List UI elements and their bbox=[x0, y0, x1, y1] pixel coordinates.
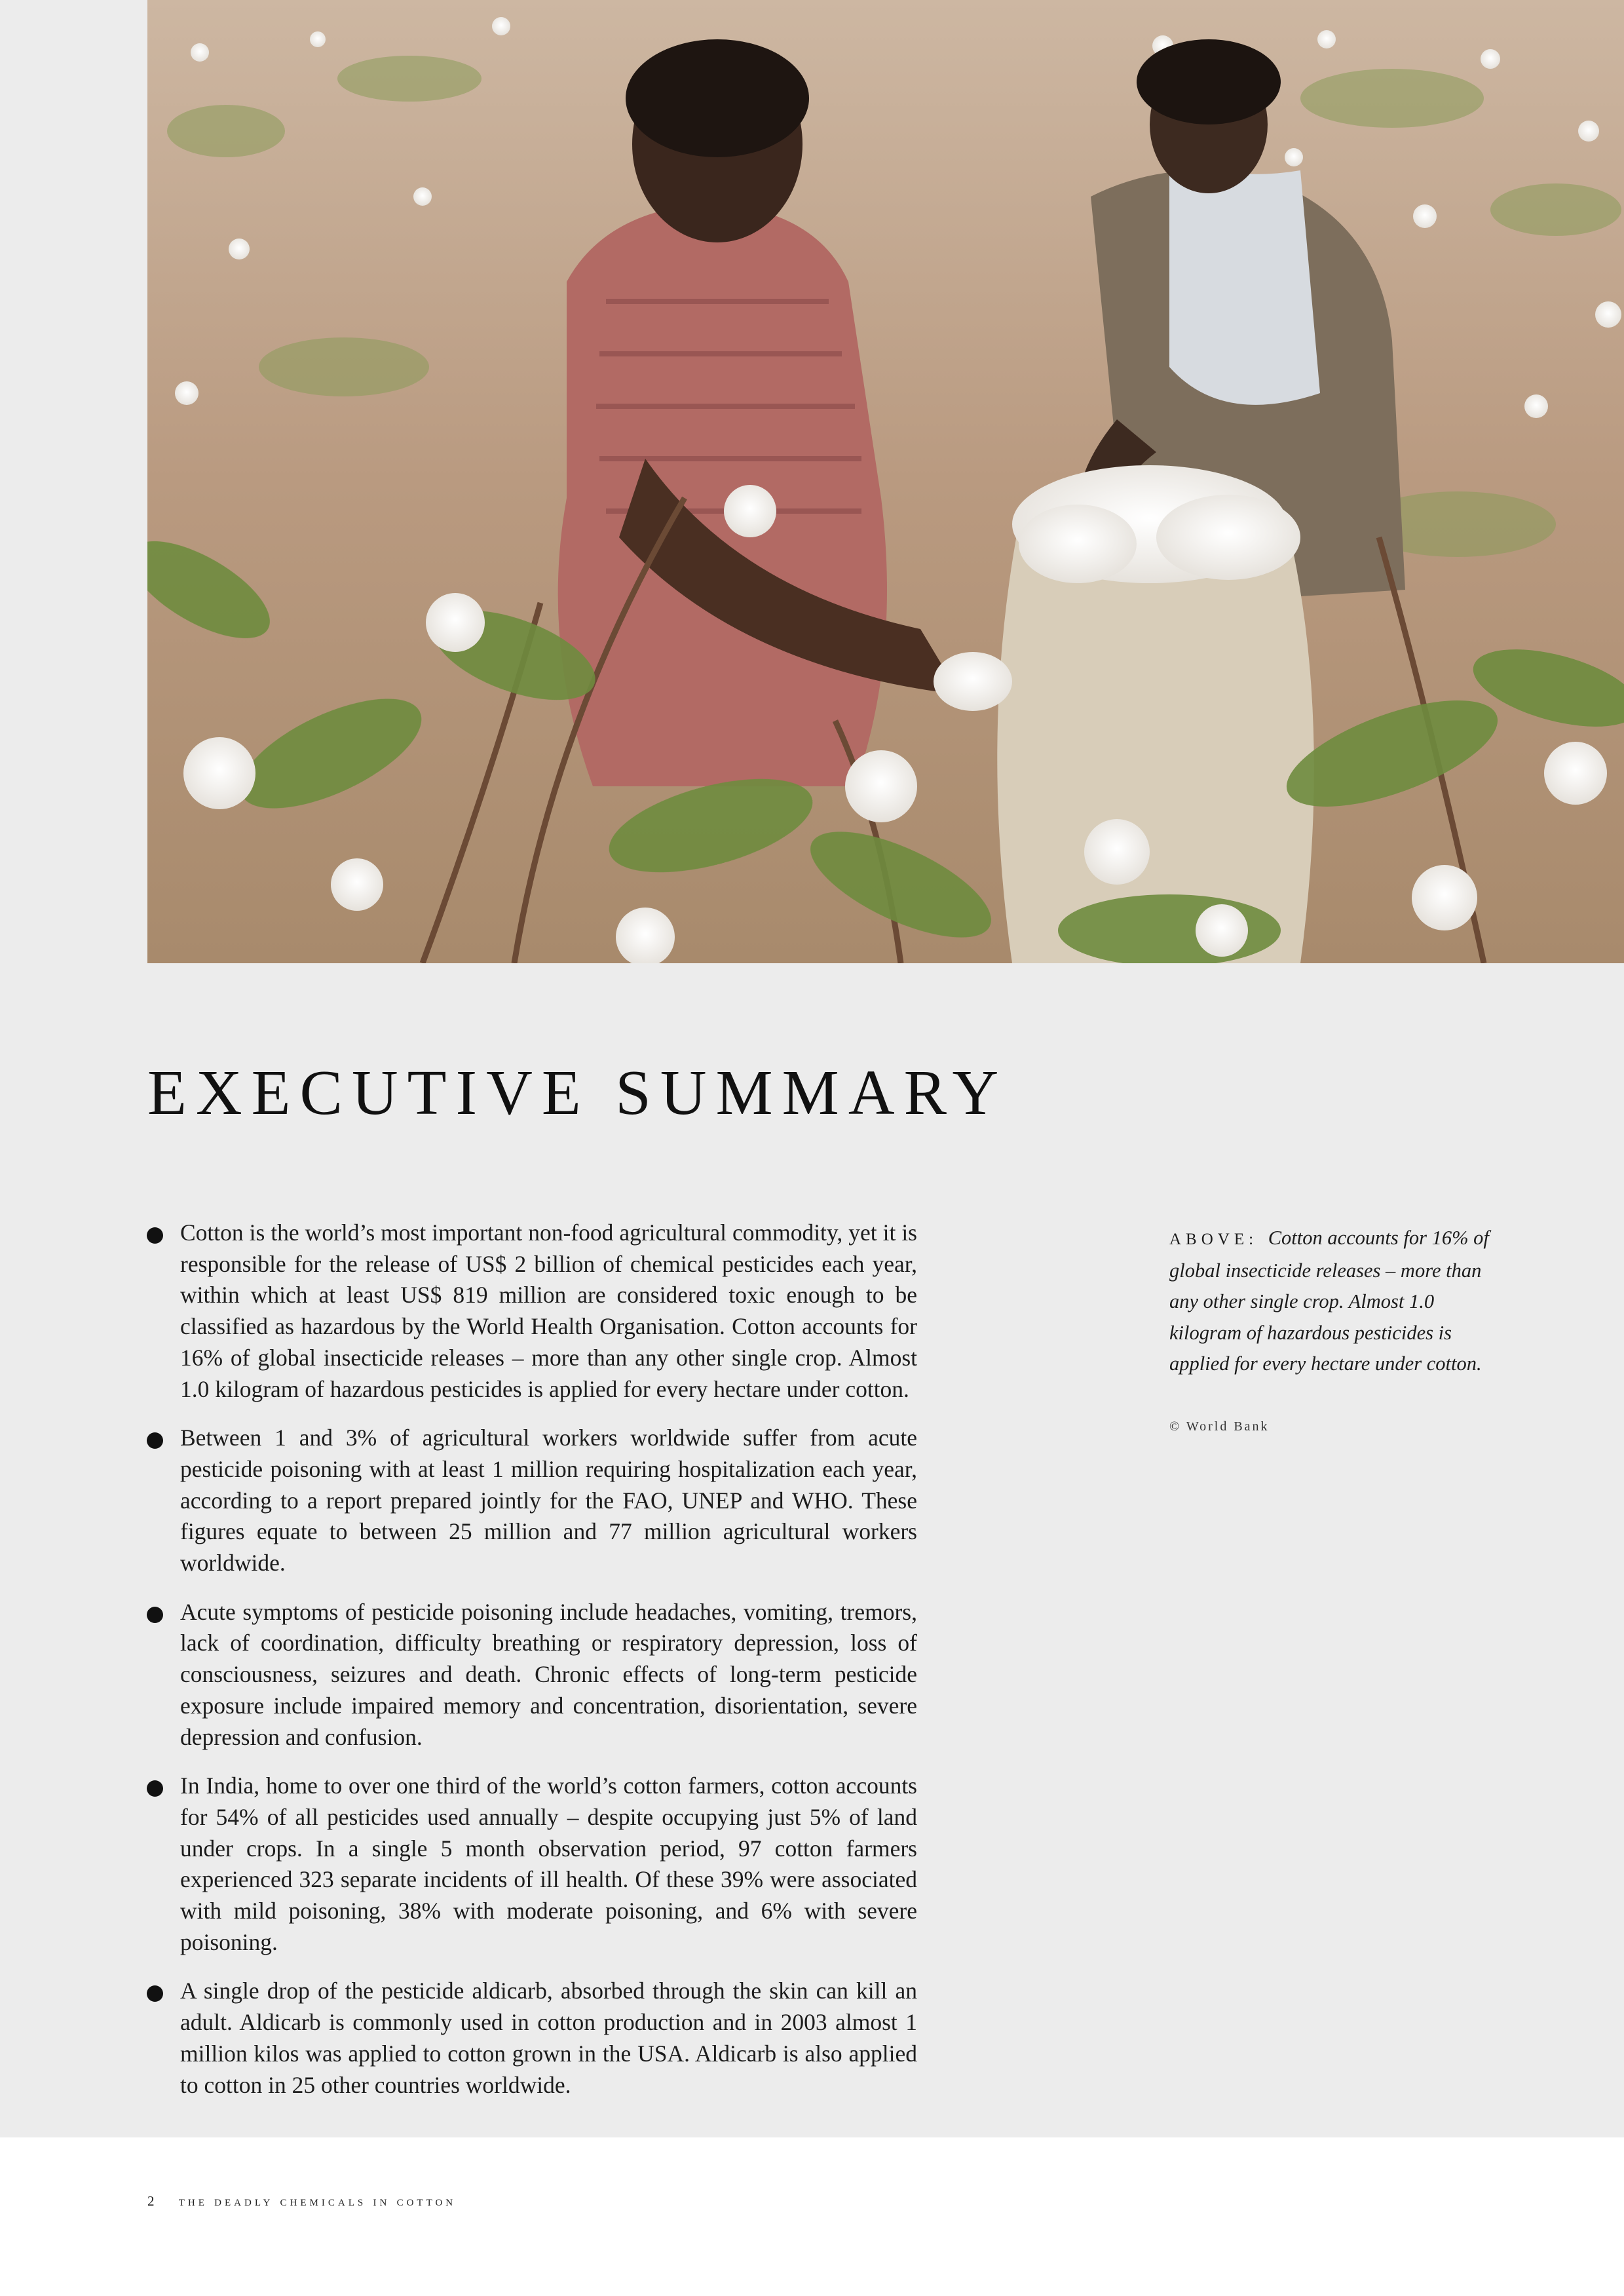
photo-credit: © World Bank bbox=[1169, 1419, 1270, 1434]
bullet-icon bbox=[147, 1780, 163, 1797]
bullet-item bbox=[144, 1423, 917, 1579]
bullet-item bbox=[144, 1217, 917, 1405]
bullet-text: Acute symptoms of pesticide poisoning include headaches, vomiting, tremors, lack of coordination, difficulty breathing or respiratory depression, loss of consciousness, seizures and death. Chronic effects of long-term pesticide exposure include impaired memory and concentration, disorientation, severe depression and confusion. bbox=[180, 1598, 917, 1750]
bullet-icon bbox=[147, 1985, 163, 2002]
page-number: 2 bbox=[147, 2193, 158, 2209]
bullet-item bbox=[144, 1976, 917, 2101]
bullet-icon bbox=[147, 1227, 163, 1244]
photo-caption bbox=[1169, 1223, 1497, 1380]
page-footer bbox=[147, 2193, 456, 2210]
bullet-text: Between 1 and 3% of agricultural workers worldwide suffer from acute pesticide poisoning with at least 1 million requiring hospitalization each year, according to a report prepared jointly for the FAO, UNEP and WHO. These figures equate to between 25 million and 77 million agricultural workers worldwide. bbox=[180, 1425, 917, 1577]
footer-band bbox=[0, 2137, 1624, 2296]
bullet-text: In India, home to over one third of the world’s cotton farmers, cotton accounts for 54% of all pesticides used annually – despite occupying just 5% of land under crops. In a single 5 month observation period, 97 cotton farmers experienced 323 separate incidents of ill health. Of these 39% were associated with mild poisoning, 38% with moderate poisoning, and 6% with severe poisoning. bbox=[180, 1772, 917, 1955]
photo-cotton-pickers bbox=[147, 0, 1624, 963]
bullet-icon bbox=[147, 1432, 163, 1449]
bullet-text: A single drop of the pesticide aldicarb, absorbed through the skin can kill an adult. Aldicarb is commonly used in cotton production and in 2003 almost 1 million kilos was applied to cotton grown in the USA. Aldicarb is also applied to cotton in 25 other countries worldwide. bbox=[180, 1978, 917, 2098]
page-title: EXECUTIVE SUMMARY bbox=[147, 1058, 1008, 1128]
caption-label: ABOVE: bbox=[1169, 1231, 1258, 1248]
summary-bullet-list bbox=[144, 1217, 917, 2118]
bullet-item bbox=[144, 1597, 917, 1753]
cotton-field-illustration bbox=[147, 0, 1624, 963]
bullet-icon bbox=[147, 1607, 163, 1623]
running-title: the deadly chemicals in cotton bbox=[178, 2193, 457, 2209]
caption-text: Cotton accounts for 16% of global insecticide releases – more than any other single crop. Almost 1.0 kilogram of hazardous pesticides is applied for every hectare under cotton. bbox=[1169, 1227, 1489, 1375]
bullet-text: Cotton is the world’s most important non-food agricultural commodity, yet it is responsible for the release of US$ 2 billion of chemical pesticides each year, within which at least US$ 819 million are considered toxic enough to be classified as hazardous by the World Health Organisation. Cotton accounts for 16% of global insecticide releases – more than any other single crop. Almost 1.0 kilogram of hazardous pesticides is applied for every hectare under cotton. bbox=[180, 1219, 917, 1402]
bullet-item bbox=[144, 1770, 917, 1958]
